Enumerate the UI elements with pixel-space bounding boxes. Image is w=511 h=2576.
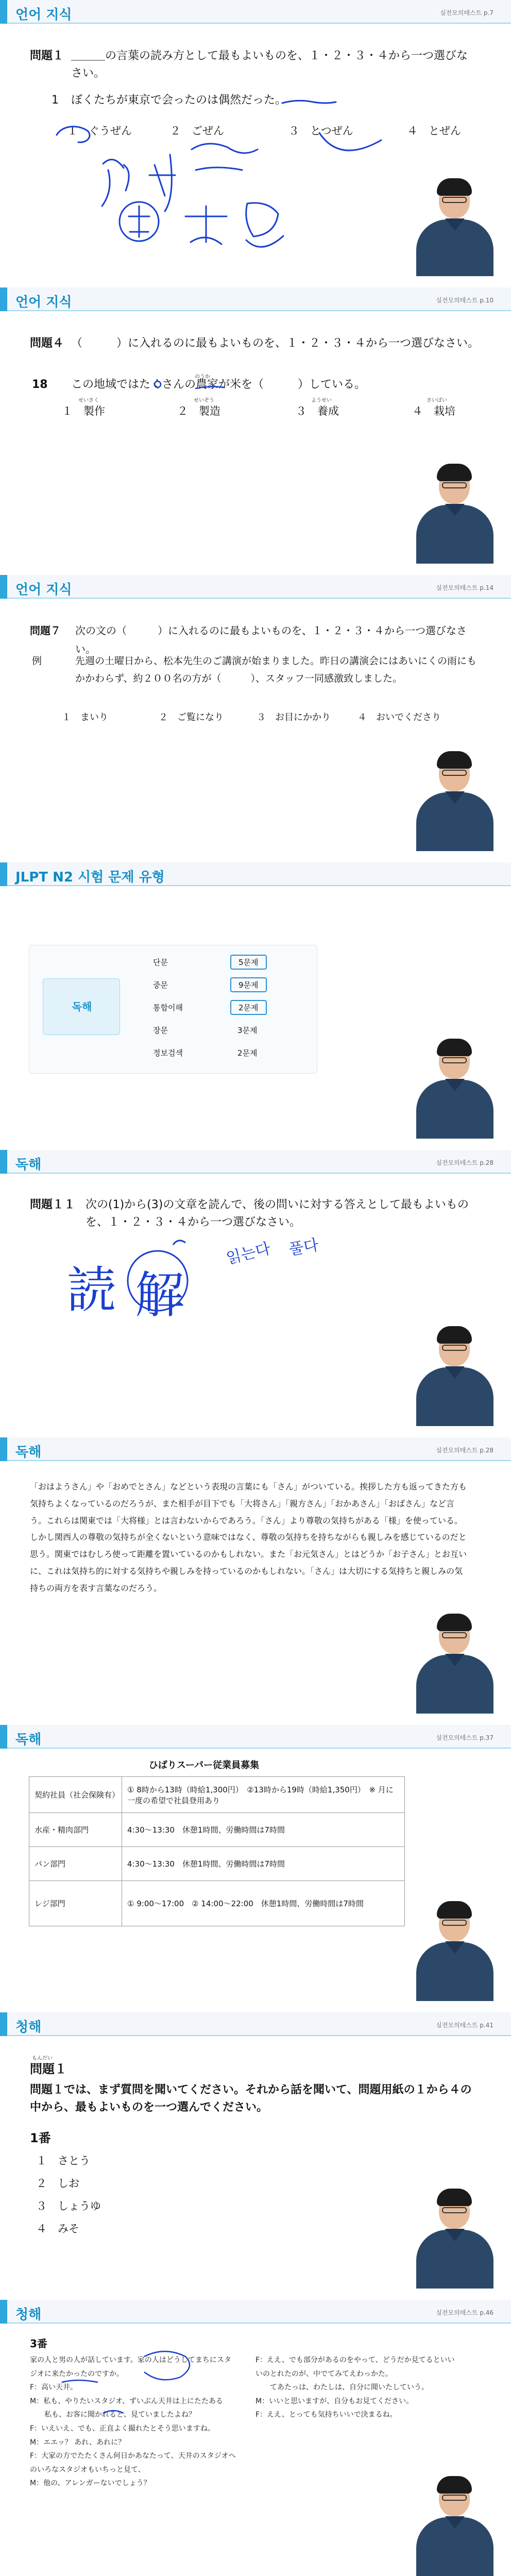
presenter-glasses (442, 1345, 467, 1351)
type-row-2 (138, 998, 302, 1016)
dialog-line: M：いいと思いますが、自分もお見てください。 (256, 2397, 414, 2405)
ruby-2: せいぞう (194, 398, 214, 403)
problem-label: 問題７ (30, 624, 61, 637)
question-number: 18 (32, 378, 48, 391)
slide-header (0, 2300, 511, 2324)
choice-3[interactable]: ３ お目にかかり (257, 712, 331, 723)
type-label: 장문 (153, 1026, 168, 1035)
handwriting-kanji-1: 読 (67, 1261, 116, 1319)
document-title: ひばりスーパー従業員募集 (148, 1760, 260, 1771)
slide-3 (0, 575, 511, 851)
choice-2[interactable]: ２ しお (36, 2177, 79, 2190)
choice-3[interactable]: ３ とつぜん (288, 125, 353, 137)
header-accent (0, 862, 7, 886)
ruby-4: さいばい (427, 398, 447, 403)
table-row (29, 1813, 405, 1847)
dialog-left (30, 2353, 236, 2490)
dialog-line: F：ええ、でも部分があるのをやって、どうだか見てるといいいのとれたのが、中でてみてえわっかた。 (256, 2356, 455, 2378)
presenter-video (407, 1611, 500, 1714)
job-table (29, 1776, 405, 1926)
choice-2[interactable]: ２ 製造 (177, 405, 220, 417)
question-number: 1番 (30, 2131, 51, 2145)
slide-9 (0, 2300, 511, 2576)
page-reference: 실전모의테스트 p.28 (436, 1159, 493, 1166)
presenter-video (407, 2473, 500, 2576)
presenter-hair (437, 2189, 472, 2206)
section-title: 독해 (15, 1445, 42, 1460)
header-accent (0, 2300, 7, 2324)
ruby-1: せいさく (78, 398, 99, 403)
dialog-line: M：エエッ？ あれ、あれに？ (30, 2438, 126, 2447)
section-title: 독해 (15, 1157, 42, 1173)
presenter-hair (437, 1614, 472, 1631)
choice-1[interactable]: １ 製作 (62, 405, 105, 417)
table-row (29, 1777, 405, 1813)
problem-label: 問題１ (30, 49, 64, 62)
dialog-line: M：私も、やりたいスタジオ、ずいぶん天井は上にたたある (30, 2397, 223, 2405)
problem-instruction: 次の(1)から(3)の文章を読んで、後の問いに対する答えとして最もよいものを、１・２・３・４から一つ選びなさい。 (86, 1198, 469, 1229)
dialog-line: M：他の、アレンガーないでしょう？ (30, 2479, 151, 2488)
dialog-line: てあたっは、わたしは、自分に聞いたしていう。 (256, 2383, 429, 2392)
type-count: 2문제 (230, 1000, 267, 1015)
presenter-video (407, 1036, 500, 1139)
presenter-glasses (442, 482, 467, 488)
type-count: 3문제 (237, 1026, 258, 1035)
presenter-glasses (442, 1057, 467, 1063)
presenter-hair (437, 1326, 472, 1344)
slide-4 (0, 862, 511, 1139)
presenter-video (407, 748, 500, 851)
dialog-line: 私も、お客に聞かれると、見ていましたよね？ (30, 2411, 196, 2419)
page-reference: 실전모의테스트 p.14 (436, 584, 493, 591)
slide-5 (0, 1150, 511, 1426)
type-row-4 (138, 1043, 302, 1062)
problem-label: 問題１１ (30, 1198, 76, 1211)
table-row (29, 1881, 405, 1926)
handwriting-kanji-2: 解 (135, 1266, 184, 1324)
slide-header (0, 1437, 511, 1461)
row-label: 契約社員（社会保険有） (29, 1777, 122, 1813)
page-reference: 실전모의테스트 p.28 (436, 1447, 493, 1454)
presenter-glasses (442, 2495, 467, 2501)
slide-6 (0, 1437, 511, 1714)
table-row (29, 1847, 405, 1881)
presenter-hair (437, 1901, 472, 1919)
slide-header (0, 862, 511, 886)
slide-header (0, 2012, 511, 2036)
section-title: JLPT N2 시험 문제 유형 (15, 870, 165, 885)
choice-4[interactable]: ４ おいでくださり (357, 712, 441, 723)
type-row-0 (138, 953, 302, 971)
section-title: 청해 (15, 2020, 42, 2035)
problem-label: 問題４ (30, 337, 64, 350)
choice-3[interactable]: ３ しょうゆ (36, 2200, 101, 2212)
dialog-line: F：大家の方でたたくさん何日かあなたって、天井のスタジオへのいろなスタジオもいちっと見て、 (30, 2452, 236, 2474)
section-title: 언어 지식 (15, 295, 72, 310)
row-label: パン部門 (29, 1847, 122, 1881)
question-passage: 先週の土曜日から、松本先生のご講演が始まりました。昨日の講演会にはあいにくの雨にもかかわらず、約２００名の方が（ ）、スタッフ一同感激致しました。 (75, 655, 477, 685)
presenter-hair (437, 1039, 472, 1056)
slide-header (0, 1725, 511, 1749)
presenter-video (407, 2185, 500, 2289)
presenter-glasses (442, 770, 467, 776)
header-accent (0, 1437, 7, 1461)
row-value: ① 9:00〜17:00 ② 14:00〜22:00 休憩1時間、労働時間は7時間 (122, 1881, 405, 1926)
slide-1 (0, 0, 511, 276)
reading-passage: 「おはようさん」や「おめでとさん」などという表現の言葉にも「さん」がついている。挨拶した方も返ってきた方も気持ちよくなっているのだろうが、また相手が目下でも「大将さん」「親方さん」「おかあさん」「おばさん」など言う。これらは関東では「大将様」とは言わないからであろう。「さん」より尊敬の気持ちがある「様」を使っている。しかし関西人の尊敬の気持ちが全くないという意味ではなく、尊敬の気持ちを持ちながらも親しみを感じているのだと思う。関東ではむしろ使って距離を置いているのかもしれない。また「お元気さん」とはどうか「お子さん」とお互いに、これは気持ち的に対する気持ちや親しみを持っているのかもしれない。「さん」は大切にする気持ちと親しみの気持ちの両方を表す言葉なのだろう。 (30, 1482, 467, 1593)
type-count: 9문제 (230, 977, 267, 992)
handwriting-note-1: 읽는다 (224, 1239, 272, 1268)
problem-label: 問題１ (30, 2062, 67, 2076)
presenter-hair (437, 751, 472, 769)
ruby-3: ようせい (311, 398, 332, 403)
presenter-glasses (442, 1920, 467, 1926)
handwriting-note-2: 풀다 (287, 1236, 320, 1259)
question-number: 3番 (30, 2337, 47, 2350)
header-accent (0, 1150, 7, 1174)
type-count: 5문제 (230, 955, 267, 970)
header-accent (0, 2012, 7, 2036)
choice-4[interactable]: ４ 栽培 (412, 405, 455, 417)
section-title: 언어 지식 (15, 7, 72, 23)
row-value: 4:30〜13:30 休憩1時間、労働時間は7時間 (122, 1813, 405, 1847)
header-accent (0, 575, 7, 599)
presenter-hair (437, 464, 472, 481)
problem-instruction: ＿＿＿の言葉の読み方として最もよいものを、１・２・３・４から一つ選びなさい。 (71, 49, 468, 80)
dialog-line: F：ええ、とっても気持ちいいで決まるね。 (256, 2411, 397, 2419)
type-row-1 (138, 975, 302, 994)
choice-1[interactable]: １ まいり (62, 712, 108, 723)
page-reference: 실전모의테스트 p.46 (436, 2309, 493, 2316)
page-reference: 실전모의테스트 p.37 (436, 1734, 493, 1741)
category-label: 독해 (72, 1001, 92, 1013)
type-count: 2문제 (237, 1048, 258, 1058)
reading-type-panel (29, 945, 317, 1074)
page-reference: 실전모의테스트 p.41 (436, 2022, 493, 2029)
header-accent (0, 1725, 7, 1749)
dialog-line: 家の人と男の人が話しています。家の人はどうしてまちにスタジオに来たかったのですか。 (30, 2356, 231, 2378)
row-value: 4:30〜13:30 休憩1時間、労働時間は7時間 (122, 1847, 405, 1881)
choice-2[interactable]: ２ ご覧になり (159, 712, 224, 723)
slide-8 (0, 2012, 511, 2289)
section-title: 언어 지식 (15, 582, 72, 598)
slide-header (0, 1150, 511, 1174)
problem-instruction: 問題１では、まず質問を聞いてください。それから話を聞いて、問題用紙の１から４の中から、最もよいものを一つ選んでください。 (30, 2083, 472, 2114)
dialog-right (256, 2353, 462, 2422)
choice-2[interactable]: ２ ごぜん (170, 125, 224, 137)
slide-2 (0, 287, 511, 564)
row-label: 水産・精肉部門 (29, 1813, 122, 1847)
choice-1[interactable]: １ さとう (36, 2155, 90, 2167)
presenter-glasses (442, 197, 467, 203)
choice-1[interactable]: １ ぐうぜん (67, 125, 132, 137)
problem-ruby: もんだい (32, 2056, 53, 2061)
question-sentence: この地域ではたくさんの農家が米を（ ）している。 (71, 378, 366, 391)
choice-4[interactable]: ４ とぜん (407, 125, 461, 137)
header-accent (0, 0, 7, 24)
type-label: 중문 (153, 980, 168, 990)
type-label: 통합이해 (153, 1003, 183, 1012)
presenter-video (407, 175, 500, 276)
presenter-video (407, 461, 500, 564)
page-reference: 실전모의테스트 p.10 (436, 297, 493, 304)
problem-instruction: 次の文の（ ）に入れるのに最もよいものを、１・２・３・４から一つ選びなさい。 (75, 624, 467, 655)
category-box (43, 978, 120, 1035)
type-label: 단문 (153, 958, 168, 967)
question-number: 1 (52, 94, 59, 107)
choice-4[interactable]: ４ みそ (36, 2223, 79, 2235)
presenter-video (407, 1898, 500, 2001)
slide-7 (0, 1725, 511, 2001)
choice-3[interactable]: ３ 養成 (296, 405, 339, 417)
slide-header (0, 0, 511, 24)
presenter-glasses (442, 1632, 467, 1638)
page-reference: 실전모의테스트 p.7 (439, 9, 493, 16)
ruby-noka: のうか (195, 374, 210, 380)
row-label: レジ部門 (29, 1881, 122, 1926)
section-title: 독해 (15, 1732, 42, 1748)
problem-instruction: （ ）に入れるのに最もよいものを、１・２・３・４から一つ選びなさい。 (71, 337, 480, 350)
presenter-glasses (442, 2207, 467, 2213)
section-title: 청해 (15, 2307, 42, 2323)
dialog-line: F：いえいえ、でも、正直よく撮れたとそう思いますね。 (30, 2424, 215, 2433)
question-sentence: ぼくたちが東京で会ったのは偶然だった。 (71, 94, 287, 107)
presenter-video (407, 1323, 500, 1426)
type-label: 정보검색 (153, 1048, 183, 1058)
dialog-line: F：高い天井。 (30, 2383, 78, 2392)
question-number: 例 (32, 655, 42, 667)
presenter-hair (437, 2476, 472, 2494)
header-accent (0, 287, 7, 311)
slide-header (0, 287, 511, 311)
row-value: ① 8時から13時（時給1,300円） ②13時から19時（時給1,350円） ※ 月に一度の希望で社員登用あり (122, 1777, 405, 1813)
presenter-hair (437, 178, 472, 196)
type-row-3 (138, 1021, 302, 1039)
slide-header (0, 575, 511, 599)
